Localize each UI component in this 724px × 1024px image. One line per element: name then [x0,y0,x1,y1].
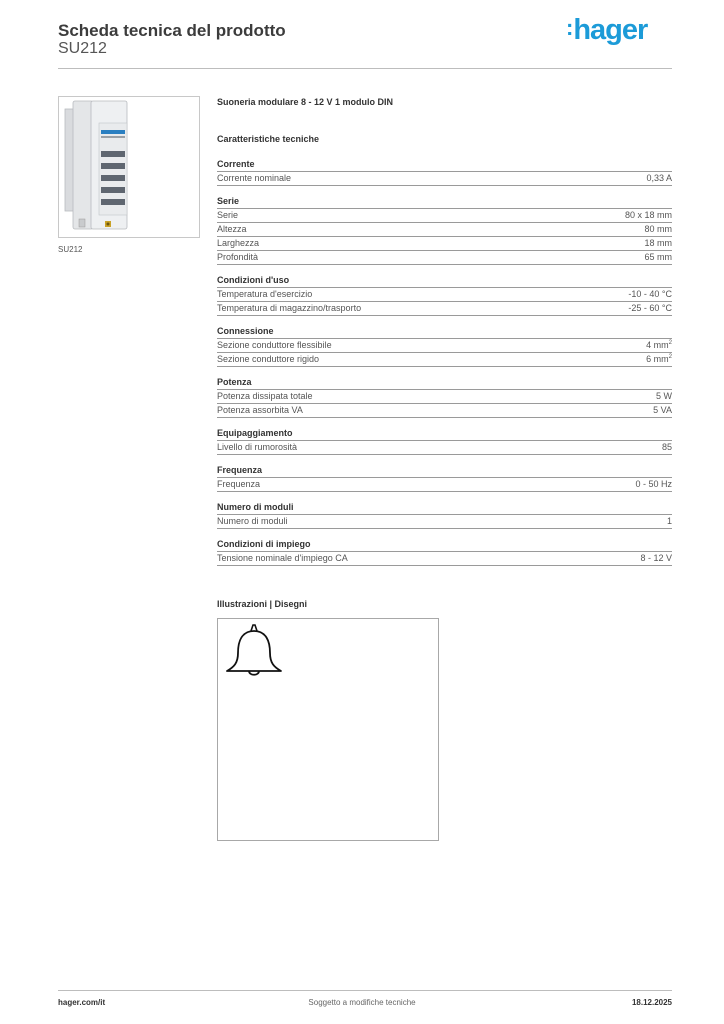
spec-value-text: 0,33 A [646,173,672,183]
illustrations-heading: Illustrazioni | Disegni [217,599,308,609]
spec-value [640,552,672,565]
product-code: SU212 [58,40,107,57]
illustration-frame [217,618,439,841]
spec-label: Temperatura d'esercizio [217,289,313,299]
spec-group-title: Condizioni di impiego [217,538,672,552]
tech-heading: Caratteristiche tecniche [217,134,320,144]
spec-value-text: 65 mm [644,252,672,262]
spec-value-superscript: 2 [668,354,672,360]
spec-group-title: Serie [217,195,672,209]
spec-row [217,288,672,302]
product-description: Suoneria modulare 8 - 12 V 1 modulo DIN [217,97,394,107]
spec-value [646,172,672,185]
spec-groups [217,158,672,566]
header-divider [58,68,672,69]
spec-label: Profondità [217,252,259,262]
spec-row [217,237,672,251]
spec-value [628,288,672,301]
spec-row [217,515,672,529]
spec-label: Corrente nominale [217,173,292,183]
spec-value [646,353,672,366]
spec-value-text: 8 - 12 V [640,553,672,563]
spec-group [217,376,672,418]
spec-label: Altezza [217,224,247,234]
spec-value-text: 85 [661,442,672,452]
spec-value [625,209,672,222]
spec-group [217,325,672,367]
spec-value [644,237,672,250]
spec-row [217,302,672,316]
footer-website: hager.com/it [58,998,106,1007]
spec-label: Tensione nominale d'impiego CA [217,553,348,563]
spec-row [217,172,672,186]
spec-value-text: 4 mm [646,340,669,350]
spec-group [217,427,672,455]
spec-value-text: 0 - 50 Hz [635,479,672,489]
spec-label: Serie [217,210,239,220]
spec-group-title: Corrente [217,158,672,172]
spec-value-text: 6 mm [646,354,669,364]
footer-divider [58,990,672,991]
spec-value-superscript: 2 [668,340,672,346]
spec-label: Numero di moduli [217,516,288,526]
spec-content [217,96,672,575]
spec-label: Sezione conduttore flessibile [217,340,332,350]
spec-group-title: Equipaggiamento [217,427,672,441]
product-image [59,97,199,237]
spec-value [644,223,672,236]
spec-value-text: 5 VA [653,405,672,415]
spec-value-text: 80 mm [644,224,672,234]
spec-value [635,478,672,491]
spec-row [217,404,672,418]
bell-icon [220,621,290,685]
spec-label: Sezione conduttore rigido [217,354,320,364]
spec-value-text: 5 W [655,391,672,401]
spec-group [217,195,672,265]
spec-label: Larghezza [217,238,260,248]
spec-group [217,464,672,492]
footer-note: Soggetto a modifiche tecniche [308,998,416,1007]
spec-label: Temperatura di magazzino/trasporto [217,303,362,313]
spec-value [656,390,672,403]
spec-row [217,478,672,492]
spec-value [628,302,672,315]
spec-row [217,441,672,455]
spec-row [217,353,672,367]
page-title: Scheda tecnica del prodotto [58,21,286,40]
spec-label: Frequenza [217,479,261,489]
spec-row [217,223,672,237]
hager-logo: :hager [566,14,648,46]
spec-label: Livello di rumorosità [217,442,298,452]
spec-label: Potenza assorbita VA [217,405,303,415]
product-photo [58,96,200,238]
spec-group-title: Connessione [217,325,672,339]
spec-group-title: Potenza [217,376,672,390]
spec-value-text: -10 - 40 °C [628,289,672,299]
spec-value [667,515,672,528]
spec-row [217,390,672,404]
spec-value-text: 18 mm [644,238,672,248]
spec-value-text: 1 [666,516,672,526]
spec-value [653,404,672,417]
photo-caption: SU212 [58,245,83,254]
spec-row [217,339,672,353]
spec-value [646,339,672,352]
spec-value-text: -25 - 60 °C [628,303,672,313]
spec-group [217,274,672,316]
footer-date: 18.12.2025 [631,998,672,1007]
spec-group [217,501,672,529]
spec-group [217,538,672,566]
spec-group-title: Numero di moduli [217,501,672,515]
spec-label: Potenza dissipata totale [217,391,313,401]
spec-group-title: Frequenza [217,464,672,478]
spec-value-text: 80 x 18 mm [624,210,672,220]
spec-group-title: Condizioni d'uso [217,274,672,288]
spec-group [217,158,672,186]
spec-value [644,251,672,264]
spec-row [217,209,672,223]
spec-row [217,552,672,566]
spec-value [662,441,672,454]
spec-row [217,251,672,265]
